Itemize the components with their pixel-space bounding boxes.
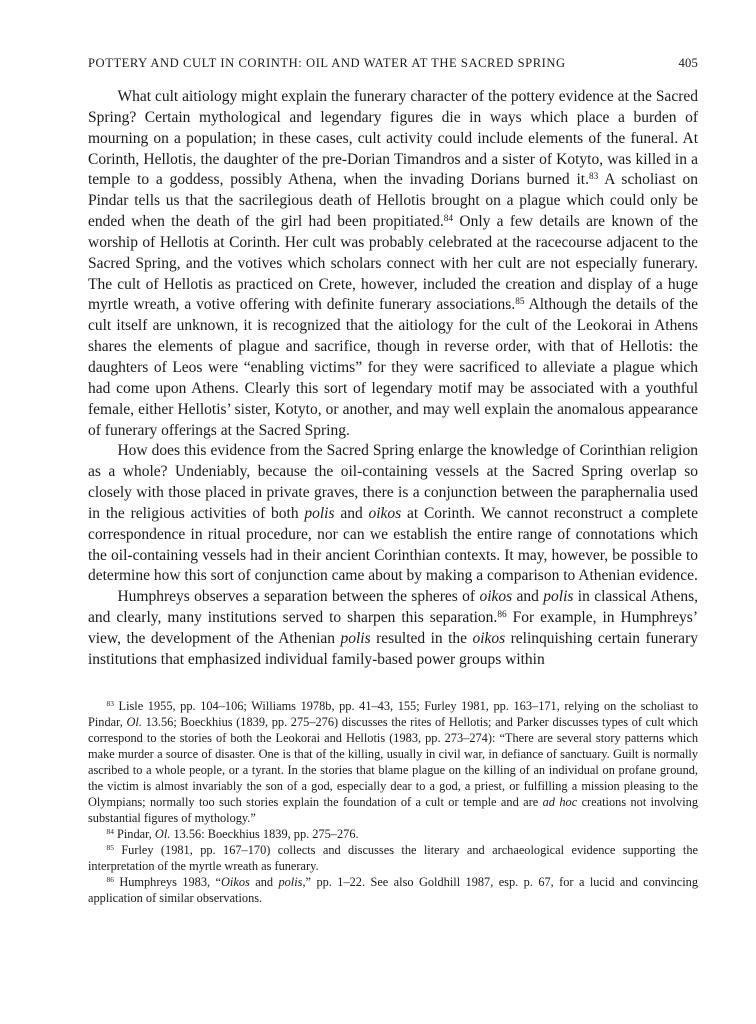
footnote-86 bbox=[88, 874, 698, 906]
text-run: Humphreys observes a separation between the spheres of bbox=[117, 588, 480, 606]
italic-term: ad hoc bbox=[542, 794, 578, 809]
italic-term: oikos bbox=[479, 588, 513, 606]
text-run: Lisle 1955, pp. 104–106; Williams 1978b, pp. 41–43, 155; Furley 1981, pp. 163–171, relying on the scholiast to Pindar, bbox=[88, 698, 698, 729]
italic-term: oikos bbox=[368, 504, 402, 522]
running-title: POTTERY AND CULT IN CORINTH: OIL AND WATER AT THE SACRED SPRING bbox=[88, 56, 566, 70]
text-run: creations not involving substantial figures of mythology.” bbox=[88, 794, 698, 825]
text-run: 13.56: Boeckhius 1839, pp. 275–276. bbox=[170, 827, 359, 841]
footnote-85 bbox=[88, 842, 698, 874]
italic-term: polis bbox=[340, 629, 371, 647]
italic-term: polis bbox=[543, 588, 574, 606]
text-run: 13.56; Boeckhius (1839, pp. 275–276) discusses the rites of Hellotis; and Parker discusses types of cult which correspond to the stories of both the Leokorai and Hellotis (1983, pp. 273–274): “There are several story patterns which make murder a source of disaster. One is that of the killing, usually in civil war, in defiance of sanctuary. Guilt is normally ascribed to a whole people, or a tyrant. In the stories that blame plague on the killing of an individual on profane ground, the victim is almost invariably the son of a god, especially dear to a god, a priest, or fulfilling a mission pleasing to the Olympians; normally too such stories explain the foundation of a cult or temple and are bbox=[88, 714, 699, 809]
italic-term: Oikos bbox=[221, 875, 250, 890]
footnote-ref-85[interactable]: 85 bbox=[515, 297, 525, 308]
footnote-ref-86[interactable]: 86 bbox=[497, 609, 507, 620]
footnote-83 bbox=[88, 698, 698, 826]
text-run: What cult aitiology might explain the funerary character of the pottery evidence at the Sacred Spring? Certain mythological and legendary figures die in ways which place a burden of mourning on a population; in these cases, cult activity could include elements of the funeral. At Corinth, Hellotis, the daughter of the pre-Dorian Timandros and a sister of Kotyto, was killed in a temple to a goddess, possibly Athena, when the invading Dorians burned it. bbox=[88, 88, 698, 189]
text-run: Furley (1981, pp. 167–170) collects and discusses the literary and archaeological evidence supporting the interpretation of the myrtle wreath as funerary. bbox=[88, 843, 698, 874]
italic-term: Ol. bbox=[126, 714, 142, 729]
page-number: 405 bbox=[678, 56, 698, 70]
italic-term: oikos bbox=[472, 629, 506, 647]
text-run: in classical Athens, and clearly, many institutions served to sharpen this separation. bbox=[88, 588, 698, 627]
italic-term: Ol. bbox=[154, 827, 171, 841]
footnotes bbox=[88, 698, 698, 907]
body-text bbox=[88, 87, 698, 671]
italic-term: polis bbox=[278, 875, 303, 890]
footnote-number: 85 bbox=[106, 842, 114, 852]
footnote-number: 86 bbox=[106, 875, 114, 885]
text-run: ,” pp. 1–22. See also Goldhill 1987, esp. p. 67, for a lucid and convincing application of similar observations. bbox=[88, 875, 698, 906]
paragraph-2 bbox=[88, 441, 698, 587]
footnote-number: 84 bbox=[106, 826, 114, 836]
text-run: Although the details of the cult itself are unknown, it is recognized that the aitiology for the cult of the Leokorai in Athens shares the elements of plague and sacrifice, though in reverse order, with that of Hellotis: the daughters of Leos were “enabling victims” for they were sacrificed to alleviate a plague which had come upon Athens. Clearly this sort of legendary motif may be associated with a youthful female, either Hellotis’ sister, Kotyto, or another, and may well explain the anomalous appearance of funerary offerings at the Sacred Spring. bbox=[88, 296, 698, 439]
text-run: resulted in the bbox=[370, 629, 473, 647]
text-run: and bbox=[512, 588, 544, 606]
footnote-number: 83 bbox=[106, 698, 114, 708]
footnote-ref-83[interactable]: 83 bbox=[588, 172, 599, 183]
italic-term: polis bbox=[304, 504, 335, 522]
footnote-ref-84[interactable]: 84 bbox=[443, 213, 454, 224]
paragraph-1 bbox=[88, 87, 698, 441]
running-header bbox=[88, 56, 698, 71]
text-run: For example, in Humphreys’ view, the development of the Athenian bbox=[88, 609, 698, 647]
text-run: and bbox=[334, 504, 369, 522]
text-run: A scholiast on Pindar tells us that the sacrilegious death of Hellotis brought on a plague which could only be ended when the death of the girl had been propitiated. bbox=[88, 171, 698, 231]
text-run: relinquishing certain funerary institutions that emphasized individual family-based power groups within bbox=[88, 629, 698, 668]
page bbox=[88, 56, 698, 906]
text-run: at Corinth. We cannot reconstruct a complete correspondence in ritual procedure, nor can we establish the entire range of connotations which the oil-containing vessels had in their ancient Corinthian contexts. It may, however, be possible to determine how this sort of conjunction came about by making a comparison to Athenian evidence. bbox=[88, 504, 698, 585]
footnote-84 bbox=[88, 826, 698, 842]
text-run: and bbox=[249, 875, 279, 890]
text-run: How does this evidence from the Sacred Spring enlarge the knowledge of Corinthian religion as a whole? Undeniably, because the oil-containing vessels at the Sacred Spring overlap so closely with those placed in private graves, there is a conjunction between the paraphernalia used in the religious activities of both bbox=[88, 442, 698, 522]
text-run: Only a few details are known of the worship of Hellotis at Corinth. Her cult was probably celebrated at the racecourse adjacent to the Sacred Spring, and the votives which scholars connect with her cult are not especially funerary. The cult of Hellotis as practiced on Crete, however, included the creation and display of a huge myrtle wreath, a votive offering with definite funerary associations. bbox=[88, 213, 698, 314]
text-run: Humphreys 1983, “ bbox=[113, 875, 221, 890]
text-run: Pindar, bbox=[113, 827, 155, 841]
paragraph-3 bbox=[88, 587, 698, 670]
